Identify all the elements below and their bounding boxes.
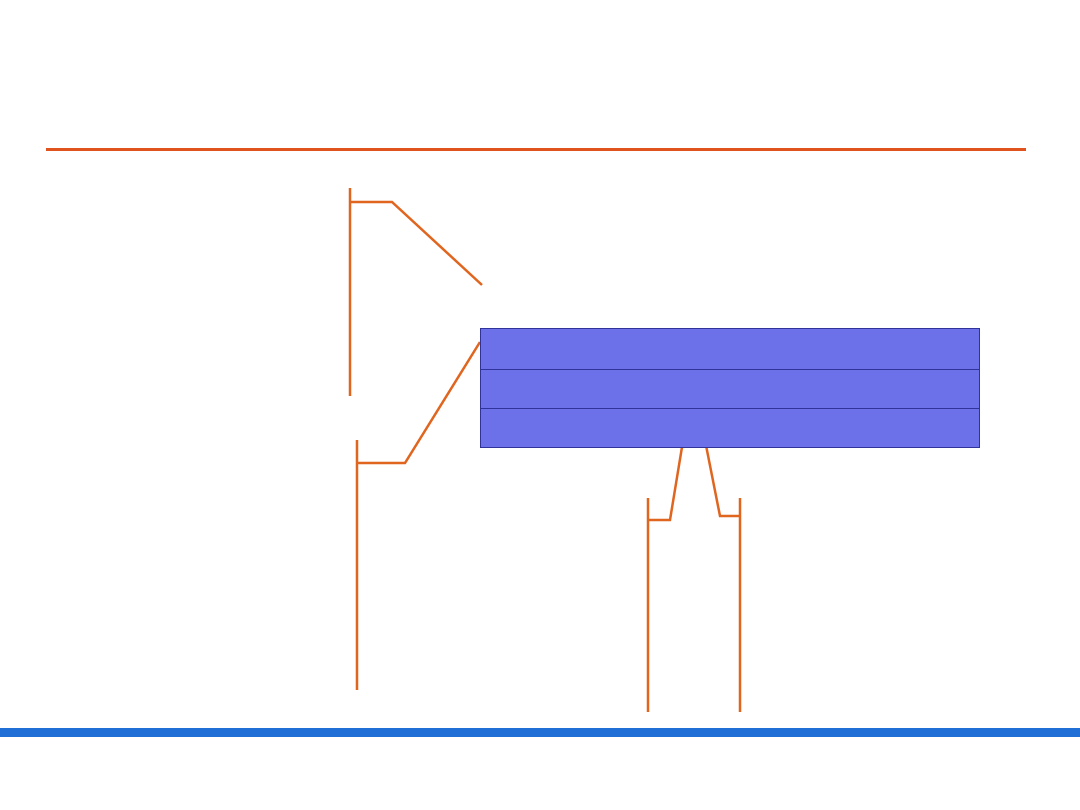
connector-lines [350,188,740,712]
connector-top-left [350,188,482,396]
connector-right [700,415,740,712]
layer-sourcing [480,328,980,370]
footer-bar [0,728,1080,737]
connector-bottom-left [357,342,480,690]
layer-supplier-management [480,369,980,409]
layer-info-platform [480,408,980,448]
